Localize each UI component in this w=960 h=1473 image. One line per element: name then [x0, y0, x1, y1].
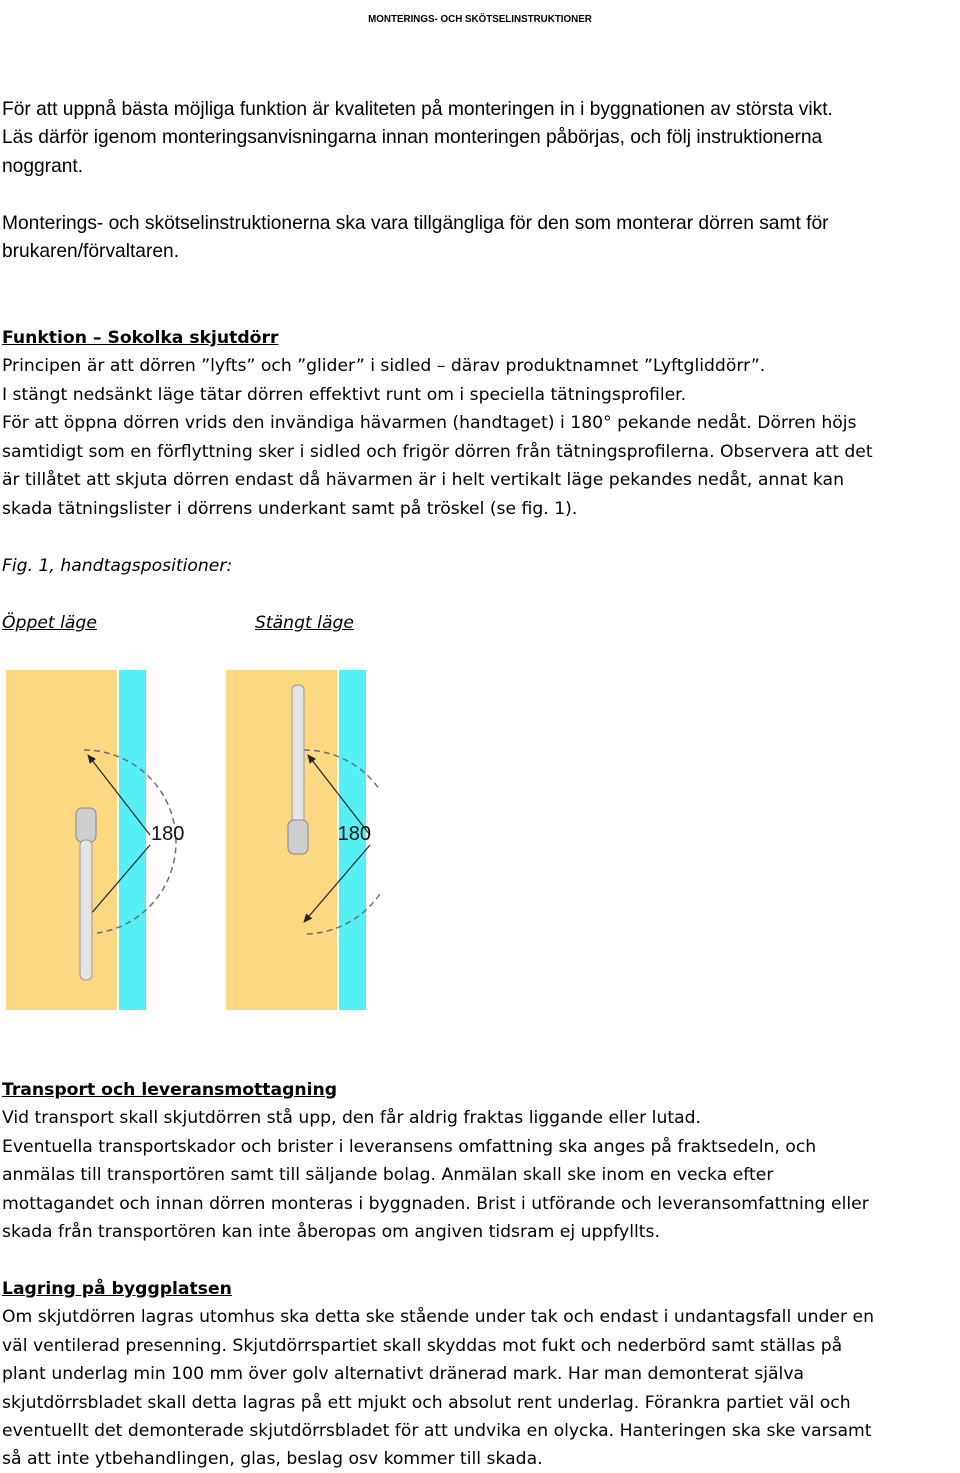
- transport-line: Eventuella transportskador och brister i leveransens omfattning ska anges på fraktsedeln, och: [2, 1137, 817, 1157]
- funktion-line: är tillåtet att skjuta dörren endast då hävarmen är i helt vertikalt läge pekandes nedåt, annat kan: [2, 470, 844, 490]
- label-closed-position: Stängt läge: [255, 613, 354, 633]
- lagring-line: väl ventilerad presenning. Skjutdörrspartiet skall skyddas mot fukt och nederbörd samt ställas på: [2, 1336, 843, 1356]
- transport-line: anmälas till transportören samt till säljande bolag. Anmälan skall ske inom en vecka efter: [2, 1165, 774, 1185]
- lagring-line: skjutdörrsbladet skall detta lagras på ett mjukt och absolut rent underlag. Förankra partiet väl och: [2, 1393, 851, 1413]
- intro-line: noggrant.: [2, 156, 84, 177]
- intro-line: Monterings- och skötselinstruktionerna ska vara tillgängliga för den som monterar dörren samt för: [2, 213, 829, 234]
- door-panel: [226, 670, 338, 1010]
- label-open-position: Öppet läge: [2, 613, 97, 633]
- handle-base: [288, 820, 308, 854]
- funktion-line: Principen är att dörren ”lyfts” och ”glider” i sidled – därav produktnamnet ”Lyftgliddörr”.: [2, 356, 766, 376]
- handle-positions-figure: [0, 660, 380, 1020]
- handle-lever-down: [80, 840, 92, 980]
- transport-line: skada från transportören kan inte åberopas om angiven tidsram ej uppfyllts.: [2, 1222, 660, 1242]
- handle-lever-up: [292, 685, 304, 825]
- door-open-diagram: [6, 670, 184, 1010]
- door-panel: [6, 670, 118, 1010]
- page-title: MONTERINGS- OCH SKÖTSELINSTRUKTIONER: [368, 14, 592, 25]
- intro-line: Läs därför igenom monteringsanvisningarna innan monteringen påbörjas, och följ instruktionerna: [2, 127, 823, 148]
- intro-line: brukaren/förvaltaren.: [2, 241, 180, 262]
- intro-line: För att uppnå bästa möjliga funktion är kvaliteten på monteringen in i byggnationen av största vikt.: [2, 99, 833, 120]
- lagring-line: eventuellt det demonterade skjutdörrsbladet för att undvika en olycka. Hanteringen ska ske varsamt: [2, 1421, 872, 1441]
- handle-base: [76, 808, 96, 842]
- funktion-line: skada tätningslister i dörrens underkant samt på tröskel (se fig. 1).: [2, 499, 578, 519]
- section-heading-funktion: Funktion – Sokolka skjutdörr: [2, 328, 279, 348]
- lagring-line: Om skjutdörren lagras utomhus ska detta ske stående under tak och endast i undantagsfall under en: [2, 1307, 874, 1327]
- funktion-line: I stängt nedsänkt läge tätar dörren effektivt runt om i speciella tätningsprofiler.: [2, 385, 687, 405]
- section-heading-transport: Transport och leveransmottagning: [2, 1080, 338, 1100]
- glass-strip: [118, 670, 146, 1010]
- angle-label-open: 180: [151, 823, 185, 845]
- angle-label-closed: 180: [337, 823, 371, 845]
- lagring-line: så att inte ytbehandlingen, glas, beslag osv kommer till skada.: [2, 1449, 543, 1469]
- section-heading-lagring: Lagring på byggplatsen: [2, 1279, 232, 1299]
- transport-line: Vid transport skall skjutdörren stå upp, den får aldrig fraktas liggande eller lutad.: [2, 1108, 701, 1128]
- figure-caption: Fig. 1, handtagspositioner:: [2, 556, 233, 576]
- lagring-line: plant underlag min 100 mm över golv alternativt dränerad mark. Har man demonterat själva: [2, 1364, 805, 1384]
- funktion-line: samtidigt som en förflyttning sker i sidled och frigör dörren från tätningsprofilerna. Observera att det: [2, 442, 873, 462]
- transport-line: mottagandet och innan dörren monteras i byggnaden. Brist i utförande och leveransomfattning eller: [2, 1194, 869, 1214]
- door-closed-diagram: [226, 670, 380, 1010]
- funktion-line: För att öppna dörren vrids den invändiga hävarmen (handtaget) i 180° pekande nedåt. Dörren höjs: [2, 413, 857, 433]
